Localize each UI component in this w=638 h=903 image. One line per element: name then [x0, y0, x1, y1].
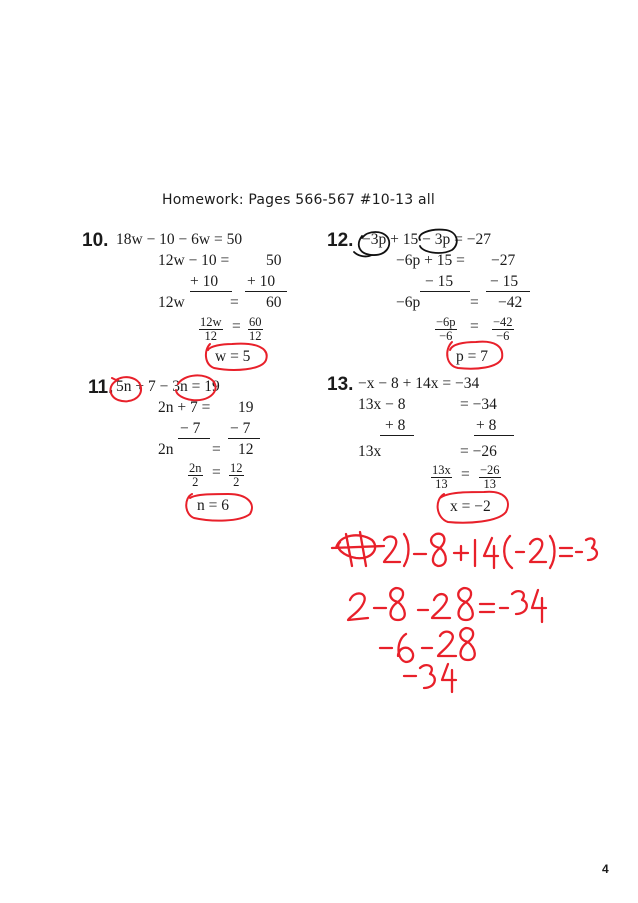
homework-header: Homework: Pages 566-567 #10-13 all — [162, 192, 435, 208]
denominator: 12 — [249, 329, 262, 343]
answer-circle — [186, 494, 252, 521]
equation-step: − 15 — [490, 273, 519, 290]
equation-value: 50 — [266, 252, 282, 269]
equation-step: − 15 — [425, 273, 454, 290]
equation-line: 12w − 10 = — [158, 252, 230, 269]
equation-step: + 10 — [190, 273, 219, 290]
answer-circle — [438, 492, 508, 523]
denominator: 12 — [204, 329, 218, 343]
problem-number: 12. — [327, 230, 354, 251]
equation-value: −42 — [498, 294, 523, 311]
equation-value: 12 — [238, 441, 254, 458]
term-circle — [176, 375, 216, 400]
equation-line: 2n + 7 = — [158, 399, 211, 416]
equation-step: + 10 — [247, 273, 276, 290]
equation-value: = −34 — [460, 396, 497, 413]
equation-line: 5n + 7 − 3n = 19 — [116, 378, 220, 395]
equation-value: = −26 — [460, 443, 497, 460]
denominator: −6 — [439, 329, 453, 343]
equation-line: 13x — [358, 443, 382, 460]
equation-line: −6p — [396, 294, 421, 311]
equals-sign: = — [232, 318, 241, 335]
equation-step: + 8 — [476, 417, 497, 434]
numerator: −6p — [436, 315, 456, 329]
numerator: 12w — [200, 315, 222, 329]
equation-line: −x − 8 + 14x = −34 — [358, 375, 480, 392]
page-number: 4 — [602, 862, 609, 876]
equals-sign: = — [212, 441, 221, 458]
equation-line: 13x − 8 — [358, 396, 406, 413]
numerator: 60 — [249, 315, 262, 329]
equation-line: 18w − 10 − 6w = 50 — [116, 231, 243, 248]
equation-step: − 7 — [230, 420, 251, 437]
problem-number: 13. — [327, 374, 354, 395]
equation-step: − 7 — [180, 420, 201, 437]
equation-value: 19 — [238, 399, 254, 416]
equals-sign: = — [470, 294, 479, 311]
equation-line: 12w — [158, 294, 185, 311]
answer: p = 7 — [456, 348, 488, 365]
equation-step: + 8 — [385, 417, 406, 434]
denominator: 2 — [192, 475, 199, 489]
answer-circle — [206, 344, 267, 370]
numerator: 2n — [189, 461, 202, 475]
answer: n = 6 — [197, 497, 229, 514]
equation-line: −6p + 15 = — [396, 252, 465, 269]
numerator: −42 — [493, 315, 513, 329]
equation-line: 2n — [158, 441, 174, 458]
equals-sign: = — [461, 466, 470, 483]
term-circle — [111, 377, 142, 401]
numerator: 13x — [432, 463, 451, 477]
answer-circle — [447, 342, 502, 369]
equation-line: −3p + 15 − 3p = −27 — [362, 231, 491, 248]
answer: w = 5 — [215, 348, 251, 365]
equation-value: 60 — [266, 294, 282, 311]
problem-number: 11. — [88, 377, 114, 398]
numerator: 12 — [230, 461, 243, 475]
denominator: 13 — [483, 477, 497, 491]
term-circle — [354, 232, 389, 256]
answer: x = −2 — [450, 498, 491, 515]
problem-number: 10. — [82, 230, 109, 251]
numerator: −26 — [480, 463, 500, 477]
equation-value: −27 — [491, 252, 516, 269]
denominator: 2 — [233, 475, 240, 489]
equals-sign: = — [230, 294, 239, 311]
equals-sign: = — [212, 464, 221, 481]
denominator: 13 — [435, 477, 448, 491]
denominator: −6 — [496, 329, 510, 343]
equals-sign: = — [470, 318, 479, 335]
term-circle — [419, 230, 456, 253]
handwritten-check — [332, 532, 597, 692]
